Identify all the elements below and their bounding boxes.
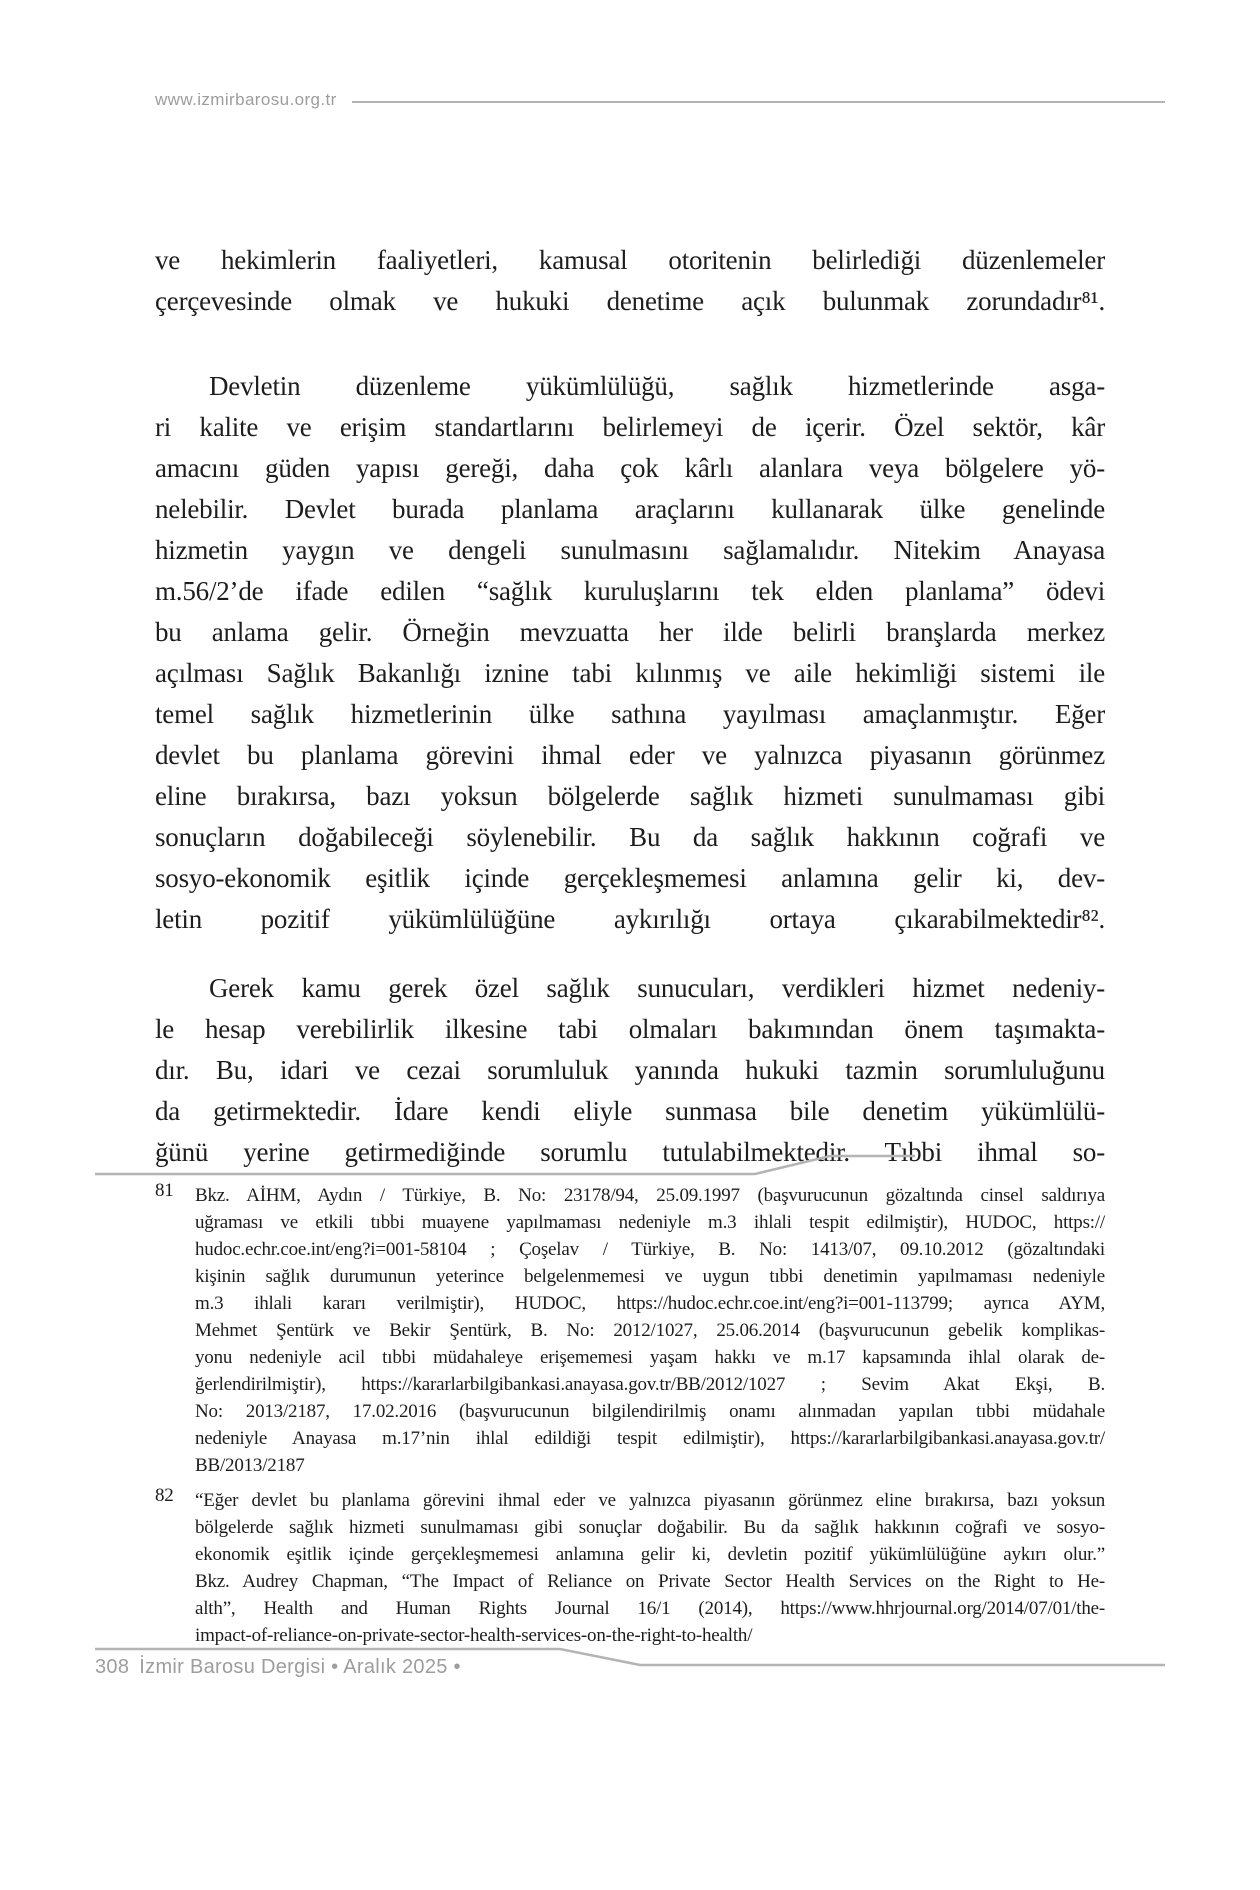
body-line: sonuçların doğabileceği söylenebilir. Bu da sağlık hakkının coğrafi ve	[155, 822, 1105, 852]
paragraph	[155, 968, 1105, 1173]
footnote-line: kişinin sağlık durumunun yeterince belgelenmemesi ve uygun tıbbi denetimin yapılmaması nedeniyle	[195, 1266, 1105, 1287]
body-line: açılması Sağlık Bakanlığı iznine tabi kılınmış ve aile hekimliği sistemi ile	[155, 658, 1105, 688]
site-url: www.izmirbarosu.org.tr	[155, 90, 337, 109]
footnote-line: Bkz. Audrey Chapman, “The Impact of Reliance on Private Sector Health Services on the Right to He-	[195, 1571, 1105, 1592]
paragraph	[155, 240, 1105, 322]
body-line: da getirmektedir. İdare kendi eliyle sunmasa bile denetim yükümlülü-	[155, 1096, 1105, 1126]
footnote-line: “Eğer devlet bu planlama görevini ihmal eder ve yalnızca piyasanın görünmez eline bırakırsa, bazı yoksun	[195, 1490, 1105, 1511]
body-line: hizmetin yaygın ve dengeli sunulmasını sağlamalıdır. Nitekim Anayasa	[155, 535, 1105, 565]
footnote-line: Mehmet Şentürk ve Bekir Şentürk, B. No: 2012/1027, 25.06.2014 (başvurucunun gebelik komplikas-	[195, 1320, 1105, 1341]
body-line: le hesap verebilirlik ilkesine tabi olmaları bakımından önem taşımakta-	[155, 1014, 1105, 1044]
paragraph	[155, 366, 1105, 940]
footnote-line: BB/2013/2187	[195, 1455, 305, 1476]
footnote-separator	[95, 1146, 925, 1180]
footnotes	[155, 1182, 1105, 1649]
body-text	[155, 240, 1105, 1173]
footnote-81	[155, 1182, 1105, 1479]
footnote-number: 81	[155, 1180, 174, 1201]
body-line: amacını güden yapısı gereği, daha çok kârlı alanlara veya bölgelere yö-	[155, 453, 1105, 483]
body-line: Gerek kamu gerek özel sağlık sunucuları, verdikleri hizmet nedeniy-	[209, 973, 1105, 1003]
footnote-line: hudoc.echr.coe.int/eng?i=001-58104 ; Çoşelav / Türkiye, B. No: 1413/07, 09.10.2012 (gözaltındaki	[195, 1239, 1105, 1260]
body-line: bu anlama gelir. Örneğin mevzuatta her ilde belirli branşlarda merkez	[155, 617, 1105, 647]
footnote-line: nedeniyle Anayasa m.17’nin ihlal edildiği tespit edilmiştir), https://kararlarbilgibankasi.anayasa.gov.tr/	[195, 1428, 1105, 1449]
footnote-line: bölgelerde sağlık hizmeti sunulmaması gibi sonuçlar doğabilir. Bu da sağlık hakkının coğrafi ve sosyo-	[195, 1517, 1105, 1538]
body-line: sosyo-ekonomik eşitlik içinde gerçekleşmemesi anlamına gelir ki, dev-	[155, 863, 1105, 893]
header-rule	[352, 101, 1165, 103]
body-line: ğünü yerine getirmediğinde sorumlu tutulabilmektedir. Tıbbi ihmal so-	[155, 1137, 1105, 1167]
body-line: ri kalite ve erişim standartlarını belirlemeyi de içerir. Özel sektör, kâr	[155, 412, 1105, 442]
body-line: dır. Bu, idari ve cezai sorumluluk yanında hukuki tazmin sorumluluğunu	[155, 1055, 1105, 1085]
footnote-line: ğerlendirilmiştir), https://kararlarbilgibankasi.anayasa.gov.tr/BB/2012/1027 ; Sevim Akat Ekşi, B.	[195, 1374, 1105, 1395]
footnote-line: uğraması ve etkili tıbbi muayene yapılmaması nedeniyle m.3 ihlali tespit edilmiştir), HUDOC, https://	[195, 1212, 1105, 1233]
footnote-line: ekonomik eşitlik içinde gerçekleşmemesi anlamına gelir ki, devletin pozitif yükümlülüğüne aykırı olur.”	[195, 1544, 1105, 1565]
body-line: temel sağlık hizmetlerinin ülke sathına yayılması amaçlanmıştır. Eğer	[155, 699, 1105, 729]
body-line: m.56/2’de ifade edilen “sağlık kuruluşlarını tek elden planlama” ödevi	[155, 576, 1105, 606]
body-line: ve hekimlerin faaliyetleri, kamusal otoritenin belirlediği düzenlemeler	[155, 245, 1105, 275]
body-line: devlet bu planlama görevini ihmal eder ve yalnızca piyasanın görünmez	[155, 740, 1105, 770]
footnote-line: alth”, Health and Human Rights Journal 16/1 (2014), https://www.hhrjournal.org/2014/07/01/the-	[195, 1598, 1105, 1619]
body-line: nelebilir. Devlet burada planlama araçlarını kullanarak ülke genelinde	[155, 494, 1105, 524]
footnote-line: Bkz. AİHM, Aydın / Türkiye, B. No: 23178/94, 25.09.1997 (başvurucunun gözaltında cinsel saldırıya	[195, 1185, 1105, 1206]
footnote-line: yonu nedeniyle acil tıbbi müdahaleye erişememesi yaşam hakkı ve m.17 kapsamında ihlal olarak de-	[195, 1347, 1105, 1368]
journal-title: İzmir Barosu Dergisi • Aralık 2025 •	[139, 1656, 461, 1678]
page-number: 308	[95, 1656, 130, 1678]
page-footer	[95, 1656, 461, 1679]
body-line: Devletin düzenleme yükümlülüğü, sağlık hizmetlerinde asga-	[209, 371, 1105, 401]
body-line: letin pozitif yükümlülüğüne aykırılığı ortaya çıkarabilmektedir⁸².	[155, 904, 1105, 934]
body-line: çerçevesinde olmak ve hukuki denetime açık bulunmak zorundadır⁸¹.	[155, 286, 1105, 316]
footnote-line: m.3 ihlali kararı verilmiştir), HUDOC, https://hudoc.echr.coe.int/eng?i=001-113799; ayrıca AYM,	[195, 1293, 1105, 1314]
footnote-line: impact-of-reliance-on-private-sector-health-services-on-the-right-to-health/	[195, 1625, 753, 1646]
footnote-number: 82	[155, 1485, 174, 1506]
body-line: eline bırakırsa, bazı yoksun bölgelerde sağlık hizmeti sunulmaması gibi	[155, 781, 1105, 811]
footnote-line: No: 2013/2187, 17.02.2016 (başvurucunun bilgilendirilmiş onamı alınmadan yapılan tıbbi müdahale	[195, 1401, 1105, 1422]
footnote-82	[155, 1487, 1105, 1649]
